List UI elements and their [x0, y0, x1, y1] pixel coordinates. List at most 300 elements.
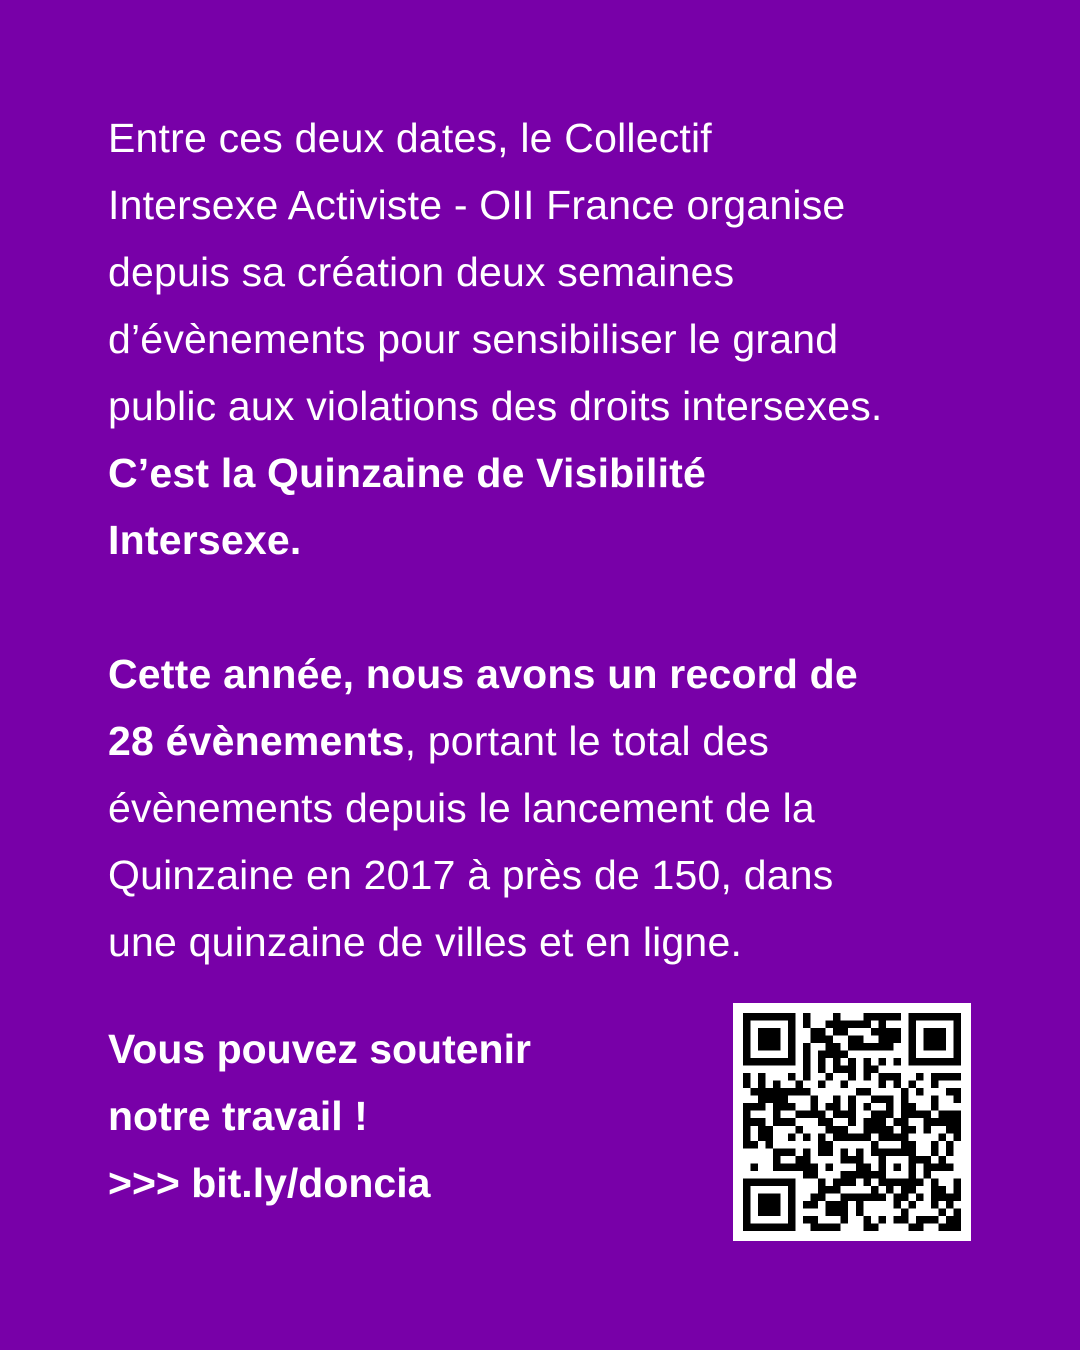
qr-module: [931, 1043, 939, 1051]
qr-module: [953, 1208, 961, 1216]
qr-module: [833, 1186, 841, 1194]
qr-module: [931, 1193, 939, 1201]
qr-module: [848, 1043, 856, 1051]
qr-module: [826, 1073, 834, 1081]
qr-module: [833, 1111, 841, 1119]
qr-module: [931, 1163, 939, 1171]
qr-module: [938, 1073, 946, 1081]
qr-module: [841, 1178, 849, 1186]
qr-module: [946, 1193, 954, 1201]
intro-emphasis-line: Intersexe.: [108, 517, 302, 563]
qr-module: [811, 1111, 819, 1119]
qr-module: [788, 1148, 796, 1156]
qr-module: [871, 1111, 879, 1119]
qr-module: [946, 1073, 954, 1081]
qr-module: [773, 1201, 781, 1209]
qr-module: [766, 1013, 774, 1021]
qr-module: [811, 1223, 819, 1231]
qr-module: [871, 1223, 879, 1231]
qr-module: [923, 1036, 931, 1044]
qr-module: [788, 1208, 796, 1216]
qr-module: [901, 1103, 909, 1111]
qr-module: [743, 1178, 751, 1186]
qr-module: [826, 1201, 834, 1209]
qr-module: [833, 1223, 841, 1231]
qr-module: [871, 1126, 879, 1134]
qr-module: [848, 1036, 856, 1044]
qr-module: [758, 1208, 766, 1216]
qr-module: [743, 1103, 751, 1111]
qr-module: [893, 1036, 901, 1044]
qr-module: [893, 1163, 901, 1171]
qr-module: [781, 1118, 789, 1126]
qr-module: [871, 1013, 879, 1021]
qr-module: [826, 1141, 834, 1149]
qr-module: [878, 1111, 886, 1119]
qr-module: [856, 1036, 864, 1044]
qr-module: [766, 1036, 774, 1044]
qr-module: [871, 1066, 879, 1074]
qr-module: [758, 1013, 766, 1021]
qr-module: [923, 1118, 931, 1126]
qr-module: [893, 1028, 901, 1036]
qr-module: [908, 1081, 916, 1089]
qr-module: [743, 1208, 751, 1216]
qr-module: [781, 1178, 789, 1186]
qr-module: [931, 1148, 939, 1156]
qr-module: [901, 1141, 909, 1149]
qr-module: [766, 1178, 774, 1186]
qr-module: [848, 1133, 856, 1141]
qr-module: [788, 1043, 796, 1051]
qr-module: [743, 1051, 751, 1059]
qr-module: [803, 1066, 811, 1074]
qr-module: [878, 1193, 886, 1201]
qr-module: [886, 1148, 894, 1156]
qr-module: [766, 1096, 774, 1104]
qr-module: [841, 1066, 849, 1074]
qr-module: [878, 1171, 886, 1179]
qr-module: [788, 1201, 796, 1209]
qr-module: [788, 1216, 796, 1224]
qr-module: [856, 1193, 864, 1201]
qr-module: [826, 1036, 834, 1044]
record-count-rest: , portant le total des: [404, 718, 770, 764]
qr-module: [856, 1171, 864, 1179]
qr-module: [803, 1051, 811, 1059]
qr-module: [788, 1186, 796, 1194]
qr-module: [803, 1111, 811, 1119]
qr-module: [766, 1028, 774, 1036]
qr-module: [916, 1111, 924, 1119]
qr-module: [856, 1088, 864, 1096]
qr-module: [803, 1171, 811, 1179]
qr-module: [773, 1043, 781, 1051]
qr-module: [886, 1096, 894, 1104]
qr-module: [833, 1208, 841, 1216]
qr-module: [811, 1103, 819, 1111]
qr-module: [878, 1118, 886, 1126]
intro-emphasis-line: C’est la Quinzaine de Visibilité: [108, 450, 707, 496]
qr-module: [878, 1021, 886, 1029]
qr-module: [841, 1021, 849, 1029]
qr-module: [938, 1208, 946, 1216]
qr-module: [871, 1043, 879, 1051]
qr-module: [916, 1156, 924, 1164]
qr-module: [946, 1201, 954, 1209]
qr-module: [931, 1103, 939, 1111]
qr-module: [803, 1021, 811, 1029]
qr-module: [893, 1133, 901, 1141]
qr-module: [886, 1103, 894, 1111]
qr-module: [796, 1156, 804, 1164]
qr-module: [848, 1156, 856, 1164]
qr-module: [848, 1073, 856, 1081]
donation-link[interactable]: >>> bit.ly/doncia: [108, 1160, 431, 1206]
qr-module: [856, 1133, 864, 1141]
qr-module: [743, 1216, 751, 1224]
qr-module: [788, 1013, 796, 1021]
intro-line: Entre ces deux dates, le Collectif: [108, 115, 712, 161]
qr-module: [758, 1126, 766, 1134]
qr-module: [953, 1058, 961, 1066]
qr-module: [908, 1013, 916, 1021]
qr-module: [803, 1201, 811, 1209]
qr-module: [848, 1193, 856, 1201]
qr-module: [833, 1133, 841, 1141]
qr-module: [863, 1178, 871, 1186]
qr-module: [908, 1043, 916, 1051]
qr-module: [773, 1208, 781, 1216]
qr-module: [901, 1186, 909, 1194]
qr-module: [743, 1133, 751, 1141]
qr-module: [931, 1073, 939, 1081]
qr-module: [803, 1043, 811, 1051]
qr-module: [788, 1088, 796, 1096]
qr-module: [908, 1141, 916, 1149]
qr-module: [781, 1103, 789, 1111]
qr-module: [946, 1013, 954, 1021]
qr-module: [833, 1043, 841, 1051]
qr-module: [758, 1088, 766, 1096]
qr-module: [758, 1103, 766, 1111]
qr-module: [878, 1163, 886, 1171]
qr-module: [751, 1058, 759, 1066]
qr-module: [908, 1111, 916, 1119]
qr-module: [901, 1193, 909, 1201]
qr-module: [886, 1028, 894, 1036]
qr-module: [743, 1081, 751, 1089]
qr-module: [803, 1073, 811, 1081]
qr-module: [916, 1216, 924, 1224]
qr-module: [758, 1223, 766, 1231]
qr-module: [766, 1043, 774, 1051]
qr-module: [743, 1021, 751, 1029]
qr-module: [878, 1148, 886, 1156]
qr-module: [931, 1216, 939, 1224]
qr-module: [818, 1066, 826, 1074]
intro-line: Intersexe Activiste - OII France organise: [108, 182, 846, 228]
qr-module: [833, 1021, 841, 1029]
qr-code-icon[interactable]: [733, 1003, 971, 1241]
qr-module: [878, 1133, 886, 1141]
qr-module: [863, 1118, 871, 1126]
qr-module: [848, 1171, 856, 1179]
qr-module: [923, 1163, 931, 1171]
qr-module: [743, 1141, 751, 1149]
qr-module: [856, 1043, 864, 1051]
qr-module: [938, 1111, 946, 1119]
qr-module: [938, 1156, 946, 1164]
qr-module: [751, 1103, 759, 1111]
qr-module: [788, 1103, 796, 1111]
qr-module: [811, 1201, 819, 1209]
qr-module: [923, 1058, 931, 1066]
qr-module: [863, 1133, 871, 1141]
qr-module: [863, 1043, 871, 1051]
qr-module: [826, 1186, 834, 1194]
intro-paragraph: [108, 105, 988, 574]
qr-module: [818, 1186, 826, 1194]
qr-module: [811, 1216, 819, 1224]
qr-module: [908, 1156, 916, 1164]
qr-module: [773, 1193, 781, 1201]
qr-module: [953, 1088, 961, 1096]
qr-module: [848, 1058, 856, 1066]
qr-module: [803, 1163, 811, 1171]
qr-module: [841, 1126, 849, 1134]
qr-module: [818, 1111, 826, 1119]
qr-module: [811, 1028, 819, 1036]
qr-module: [871, 1186, 879, 1194]
qr-module: [871, 1171, 879, 1179]
qr-module: [773, 1013, 781, 1021]
qr-module: [803, 1013, 811, 1021]
qr-module: [751, 1013, 759, 1021]
qr-module: [886, 1133, 894, 1141]
qr-module: [848, 1021, 856, 1029]
qr-module: [953, 1013, 961, 1021]
qr-module: [953, 1223, 961, 1231]
qr-module: [916, 1058, 924, 1066]
record-line: évènements depuis le lancement de la: [108, 785, 815, 831]
qr-module: [946, 1088, 954, 1096]
qr-module: [773, 1081, 781, 1089]
qr-module: [788, 1193, 796, 1201]
qr-module: [953, 1216, 961, 1224]
qr-module: [931, 1036, 939, 1044]
qr-module: [758, 1073, 766, 1081]
qr-module: [901, 1208, 909, 1216]
qr-module: [818, 1141, 826, 1149]
qr-module: [893, 1058, 901, 1066]
qr-module: [796, 1126, 804, 1134]
qr-module: [946, 1058, 954, 1066]
qr-module: [743, 1118, 751, 1126]
qr-module: [773, 1088, 781, 1096]
qr-module: [923, 1043, 931, 1051]
qr-module: [893, 1118, 901, 1126]
qr-module: [848, 1111, 856, 1119]
support-callout: [108, 1016, 668, 1217]
qr-module: [886, 1036, 894, 1044]
qr-module: [916, 1223, 924, 1231]
qr-module: [856, 1208, 864, 1216]
record-count-line: [108, 708, 988, 775]
qr-module: [743, 1111, 751, 1119]
qr-module: [743, 1043, 751, 1051]
qr-module: [938, 1118, 946, 1126]
qr-module: [796, 1111, 804, 1119]
qr-module: [773, 1028, 781, 1036]
qr-code-pattern: [743, 1013, 961, 1231]
intro-line: depuis sa création deux semaines: [108, 249, 735, 295]
qr-module: [751, 1223, 759, 1231]
qr-module: [788, 1058, 796, 1066]
qr-module: [938, 1193, 946, 1201]
qr-module: [826, 1126, 834, 1134]
qr-module: [863, 1163, 871, 1171]
qr-module: [803, 1088, 811, 1096]
qr-module: [766, 1193, 774, 1201]
qr-module: [871, 1141, 879, 1149]
qr-module: [908, 1028, 916, 1036]
qr-module: [901, 1126, 909, 1134]
qr-module: [766, 1208, 774, 1216]
qr-module: [863, 1223, 871, 1231]
intro-line: public aux violations des droits intersexes.: [108, 383, 883, 429]
qr-module: [841, 1216, 849, 1224]
qr-module: [938, 1163, 946, 1171]
qr-module: [818, 1081, 826, 1089]
qr-module: [833, 1126, 841, 1134]
qr-module: [863, 1066, 871, 1074]
intro-line: d’évènements pour sensibiliser le grand: [108, 316, 839, 362]
qr-module: [871, 1118, 879, 1126]
qr-module: [908, 1021, 916, 1029]
qr-module: [848, 1066, 856, 1074]
qr-module: [878, 1216, 886, 1224]
qr-module: [908, 1171, 916, 1179]
qr-module: [916, 1088, 924, 1096]
qr-module: [953, 1051, 961, 1059]
qr-module: [743, 1036, 751, 1044]
qr-module: [743, 1201, 751, 1209]
qr-module: [788, 1051, 796, 1059]
qr-module: [886, 1186, 894, 1194]
qr-module: [908, 1201, 916, 1209]
qr-module: [848, 1096, 856, 1104]
qr-module: [863, 1193, 871, 1201]
qr-module: [953, 1036, 961, 1044]
qr-module: [946, 1216, 954, 1224]
qr-module: [878, 1096, 886, 1104]
qr-module: [758, 1178, 766, 1186]
qr-module: [878, 1156, 886, 1164]
qr-module: [923, 1028, 931, 1036]
qr-module: [743, 1013, 751, 1021]
qr-module: [946, 1111, 954, 1119]
qr-module: [788, 1163, 796, 1171]
qr-module: [916, 1178, 924, 1186]
qr-module: [863, 1013, 871, 1021]
qr-module: [781, 1223, 789, 1231]
qr-module: [803, 1156, 811, 1164]
qr-module: [931, 1201, 939, 1209]
qr-module: [751, 1088, 759, 1096]
qr-module: [788, 1073, 796, 1081]
qr-module: [743, 1028, 751, 1036]
qr-module: [886, 1073, 894, 1081]
qr-module: [901, 1118, 909, 1126]
qr-module: [743, 1193, 751, 1201]
qr-module: [931, 1186, 939, 1194]
qr-module: [886, 1126, 894, 1134]
qr-module: [938, 1036, 946, 1044]
qr-module: [826, 1223, 834, 1231]
qr-module: [901, 1133, 909, 1141]
qr-module: [908, 1103, 916, 1111]
qr-module: [833, 1066, 841, 1074]
qr-module: [953, 1126, 961, 1134]
qr-module: [901, 1096, 909, 1104]
qr-module: [938, 1223, 946, 1231]
qr-module: [833, 1103, 841, 1111]
qr-module: [908, 1051, 916, 1059]
qr-module: [781, 1088, 789, 1096]
qr-module: [901, 1148, 909, 1156]
qr-module: [766, 1088, 774, 1096]
qr-module: [953, 1073, 961, 1081]
qr-module: [833, 1051, 841, 1059]
qr-module: [938, 1186, 946, 1194]
qr-module: [878, 1073, 886, 1081]
qr-module: [946, 1118, 954, 1126]
qr-module: [826, 1051, 834, 1059]
qr-module: [781, 1096, 789, 1104]
qr-module: [916, 1193, 924, 1201]
qr-module: [796, 1081, 804, 1089]
qr-module: [848, 1178, 856, 1186]
qr-module: [751, 1178, 759, 1186]
qr-module: [953, 1028, 961, 1036]
qr-module: [766, 1126, 774, 1134]
qr-module: [803, 1058, 811, 1066]
qr-module: [773, 1103, 781, 1111]
qr-module: [923, 1156, 931, 1164]
qr-module: [773, 1036, 781, 1044]
qr-module: [788, 1021, 796, 1029]
qr-module: [773, 1111, 781, 1119]
qr-module: [751, 1163, 759, 1171]
qr-module: [923, 1013, 931, 1021]
qr-module: [901, 1178, 909, 1186]
qr-module: [931, 1081, 939, 1089]
qr-module: [848, 1118, 856, 1126]
qr-module: [818, 1051, 826, 1059]
qr-module: [781, 1163, 789, 1171]
qr-module: [878, 1081, 886, 1089]
qr-module: [938, 1028, 946, 1036]
qr-module: [886, 1178, 894, 1186]
qr-module: [953, 1186, 961, 1194]
qr-module: [758, 1028, 766, 1036]
qr-module: [788, 1133, 796, 1141]
qr-module: [931, 1028, 939, 1036]
qr-module: [871, 1148, 879, 1156]
qr-module: [818, 1193, 826, 1201]
qr-module: [863, 1126, 871, 1134]
